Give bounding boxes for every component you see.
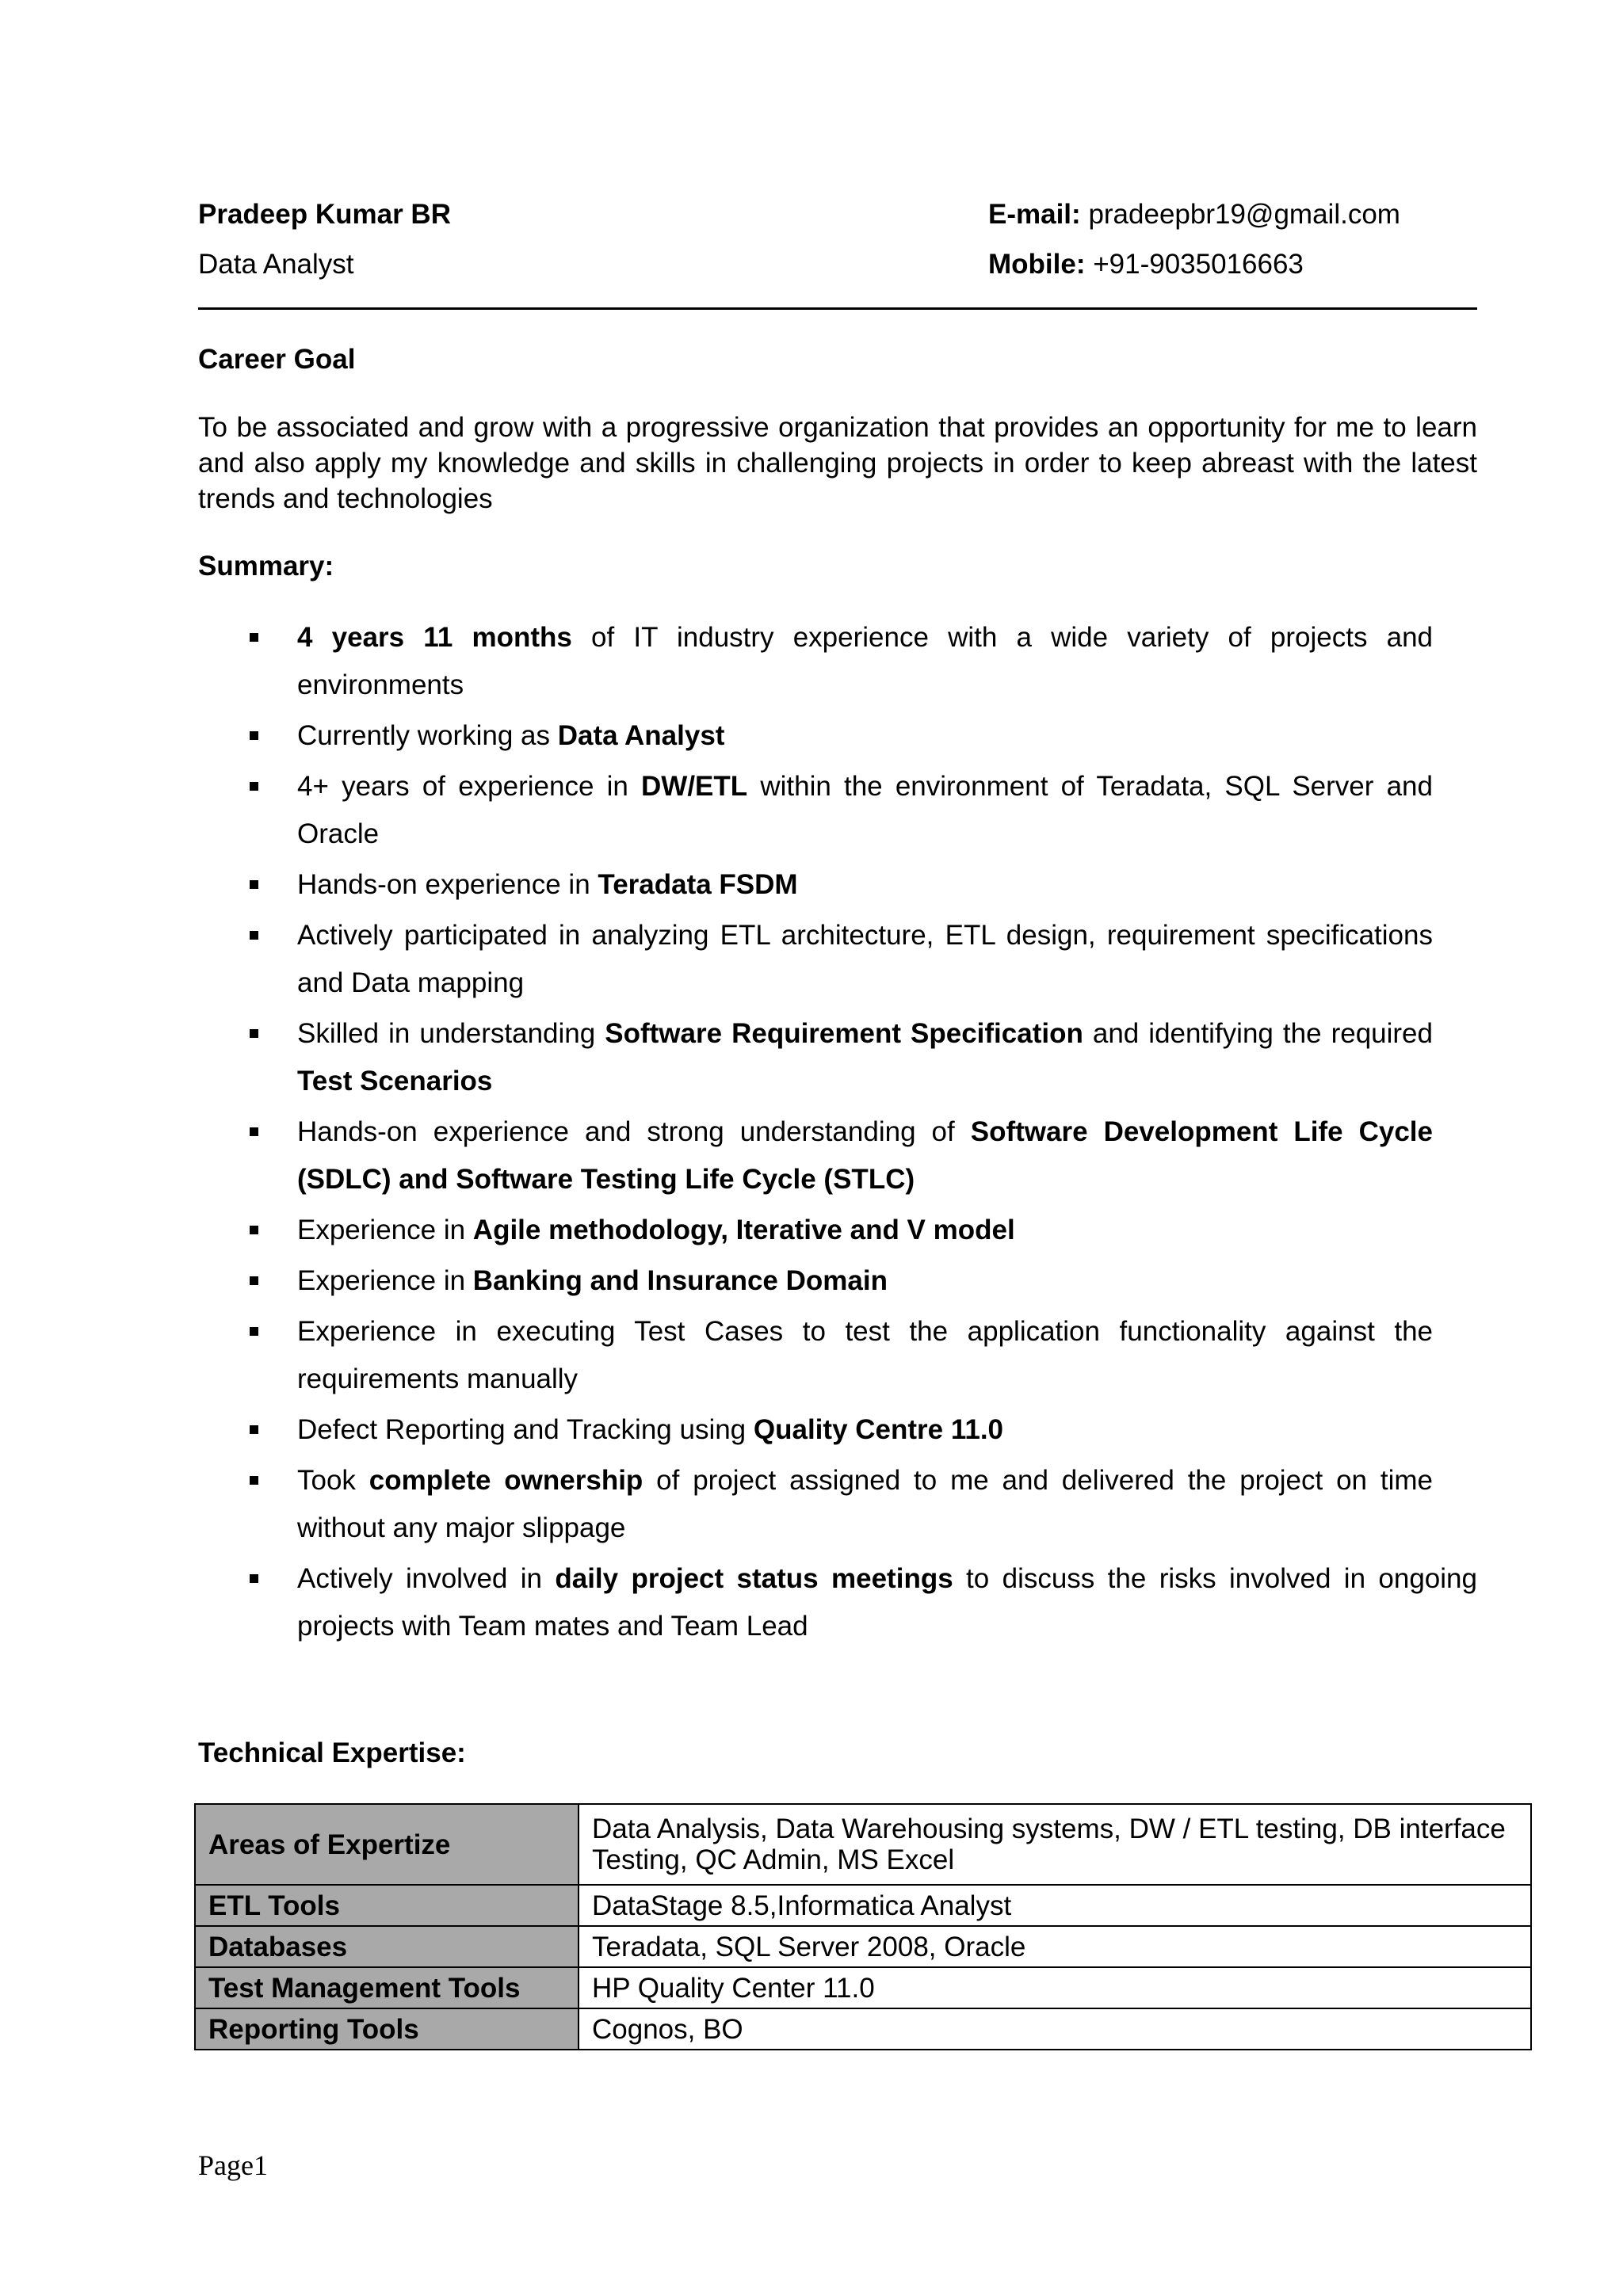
bullet-square-icon (250, 731, 258, 740)
summary-item-text: Currently working as (297, 720, 558, 751)
table-value: HP Quality Center 11.0 (579, 1967, 1531, 2008)
bullet-square-icon (250, 1476, 258, 1485)
bullet-square-icon (250, 880, 258, 889)
summary-item-bold: 4 years 11 months (297, 622, 572, 653)
summary-item (198, 1406, 1477, 1454)
bullet-square-icon (250, 1574, 258, 1583)
bullet-square-icon (250, 931, 258, 940)
summary-item (198, 1308, 1477, 1403)
bullet-square-icon (250, 1327, 258, 1336)
summary-item-text: Defect Reporting and Tracking using (297, 1414, 754, 1445)
summary-item-text: 4+ years of experience in (297, 771, 642, 802)
summary-item-text: Experience in executing Test Cases to test the application functionality against the requirements manually (297, 1316, 1433, 1394)
summary-item (198, 1457, 1477, 1552)
summary-item (198, 1207, 1477, 1254)
summary-item (198, 614, 1477, 709)
candidate-role: Data Analyst (198, 249, 354, 280)
technical-table (194, 1803, 1532, 2050)
summary-item-bold: Quality Centre 11.0 (753, 1414, 1004, 1445)
header-divider (198, 307, 1477, 310)
summary-item (198, 763, 1477, 858)
summary-item-bold: Software Development Life Cycle (SDLC) and Software Testing Life Cycle (STLC) (297, 1116, 1433, 1195)
table-value: Data Analysis, Data Warehousing systems, DW / ETL testing, DB interface Testing, QC Admin, MS Excel (579, 1804, 1531, 1885)
summary-item (198, 912, 1477, 1007)
summary-item-text: Actively involved in (297, 1563, 556, 1594)
summary-item-bold: daily project status meetings (555, 1563, 953, 1594)
summary-item-text: Actively participated in analyzing ETL architecture, ETL design, requirement specifications and Data mapping (297, 920, 1433, 998)
bullet-square-icon (250, 1276, 258, 1285)
email-label: E-mail: (988, 199, 1081, 230)
table-row (195, 1967, 1531, 2008)
table-key: ETL Tools (195, 1885, 579, 1926)
summary-item-bold: Software Requirement Specification (605, 1018, 1083, 1049)
candidate-name: Pradeep Kumar BR (198, 199, 451, 230)
summary-item-bold: Teradata FSDM (598, 869, 798, 900)
summary-item-text: Hands-on experience and strong understanding of (297, 1116, 971, 1147)
summary-item-text: within the environment of Teradata, SQL Server and Oracle (297, 771, 1433, 849)
email-line (988, 197, 1400, 232)
summary-item (198, 1555, 1477, 1650)
summary-item (198, 1010, 1477, 1105)
summary-heading: Summary: (198, 551, 334, 582)
summary-item (198, 712, 1477, 760)
summary-list (198, 614, 1477, 1653)
career-goal-heading: Career Goal (198, 344, 356, 375)
bullet-square-icon (250, 1425, 258, 1434)
summary-item-bold: Data Analyst (557, 720, 725, 751)
table-row (195, 1926, 1531, 1967)
bullet-square-icon (250, 782, 258, 791)
table-row (195, 1885, 1531, 1926)
summary-item-text: of IT industry experience with a wide variety of projects and environments (297, 622, 1434, 700)
summary-item-text: Took (297, 1465, 369, 1496)
summary-item (198, 861, 1477, 909)
table-key: Reporting Tools (195, 2008, 579, 2050)
table-value: Cognos, BO (579, 2008, 1531, 2050)
email-value: pradeepbr19@gmail.com (1088, 199, 1400, 230)
summary-item-text: Experience in (297, 1265, 473, 1296)
summary-item-text: and identifying the required (1083, 1018, 1433, 1049)
bullet-square-icon (250, 1127, 258, 1136)
summary-item-bold: Agile methodology, Iterative and V model (472, 1215, 1015, 1245)
summary-item-bold: complete ownership (369, 1465, 643, 1496)
summary-item-bold: Test Scenarios (297, 1066, 493, 1097)
summary-item-text: Experience in (297, 1215, 473, 1245)
summary-item-text: Skilled in understanding (297, 1018, 605, 1049)
summary-item-text: of project assigned to me and delivered the project on time without any major slippage (297, 1465, 1433, 1543)
table-key: Test Management Tools (195, 1967, 579, 2008)
table-value: Teradata, SQL Server 2008, Oracle (579, 1926, 1531, 1967)
table-key: Databases (195, 1926, 579, 1967)
career-goal-text: To be associated and grow with a progressive organization that provides an opportunity for me to learn and also apply my knowledge and skills in challenging projects in order to keep abreast with the latest trends and technologies (198, 412, 1477, 514)
bullet-square-icon (250, 1029, 258, 1038)
summary-item (198, 1257, 1477, 1305)
summary-item-text: to discuss the risks involved in ongoing projects with Team mates and Team Lead (297, 1563, 1477, 1642)
page-number: Page1 (198, 2149, 268, 2181)
table-row (195, 1804, 1531, 1885)
table-row (195, 2008, 1531, 2050)
bullet-square-icon (250, 1226, 258, 1234)
technical-heading: Technical Expertise: (198, 1737, 466, 1768)
summary-item-bold: DW/ETL (641, 771, 748, 802)
mobile-value: +91-9035016663 (1093, 249, 1304, 280)
mobile-label: Mobile: (988, 249, 1086, 280)
summary-item (198, 1108, 1477, 1203)
mobile-line (988, 247, 1304, 282)
summary-item-text: Hands-on experience in (297, 869, 598, 900)
table-value: DataStage 8.5,Informatica Analyst (579, 1885, 1531, 1926)
summary-item-bold: Banking and Insurance Domain (472, 1265, 888, 1296)
bullet-square-icon (250, 633, 258, 642)
table-key: Areas of Expertize (195, 1804, 579, 1885)
